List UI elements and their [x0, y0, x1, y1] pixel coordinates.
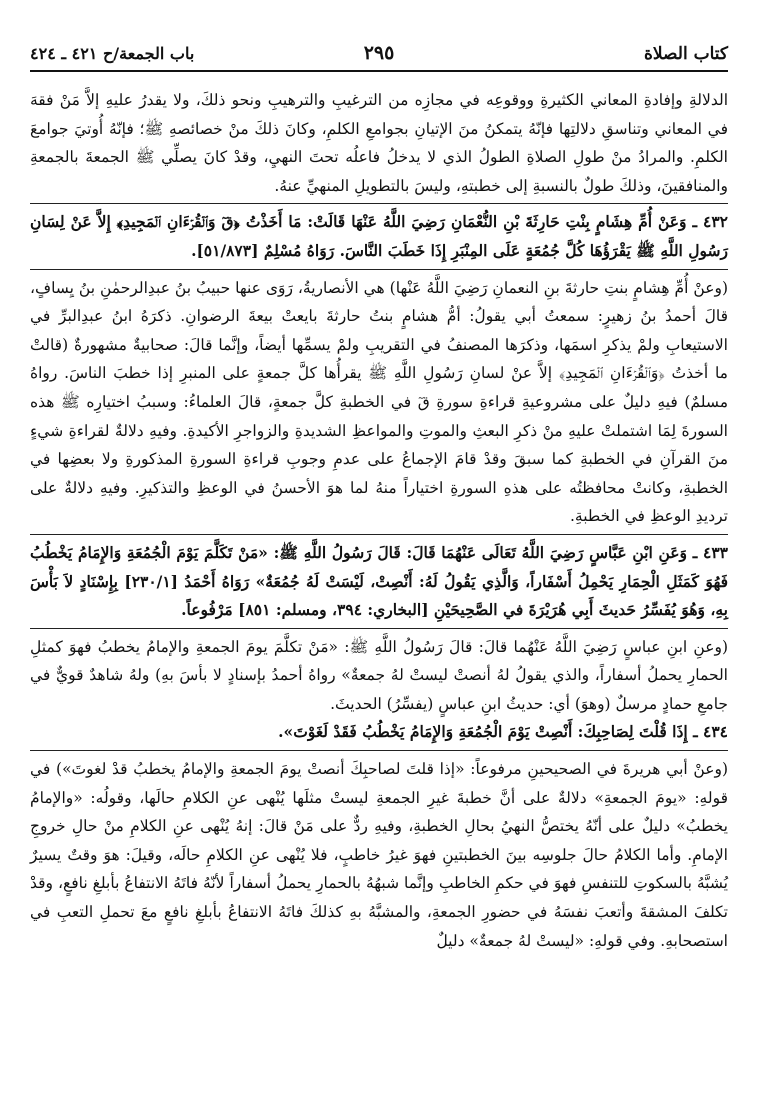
commentary-paragraph: (وعنْ أُمِّ هِشامٍ بنتِ حارثةَ بنِ النعمانِ رَضِيَ اللَّهُ عَنْها) هي الأنصاريةُ، رَوَى عنها حبيبُ بنُ عبدِالرحمٰنِ بنُ يِسافٍ، قالَ أحمدُ بنُ زهيرٍ: سمعتُ أبي يقولُ: أمُّ هشامٍ بنتُ حارثةَ بايعتْ بيعةَ الرضوانِ. ذكرَهُ ابنُ عبدِالبرِّ في الاستيعابِ ولمْ يذكرِ اسمَها، وذكرَها المصنفُ في التقريبِ ولمْ يسمِّها أيضاً، وإنَّما قالَ: صحابيةٌ مشهورةٌ (قالتْ ما أخذتُ ﴿وَٱلۡقُرۡءَانِ ٱلۡمَجِيدِ﴾ إلاَّ عنْ لسانِ رَسُولِ اللَّهِ ﷺ يقرأُها كلَّ جمعةٍ على المنبرِ إذا خطبَ الناسَ. رواهُ مسلمٌ) فيهِ دليلٌ على مشروعيةِ قراءةِ سورةِ قٓ في الخطبةِ كلَّ جمعةٍ، قالَ العلماءُ: وسببُ اختيارِه ﷺ هذه السورةَ لِمَا اشتملتْ عليهِ منْ ذكرِ البعثِ والموتِ والمواعظِ الشديدةِ والزواجرِ الأكيدةِ. وفيهِ دلالةٌ لقراءةِ شيءٍ منَ القرآنِ في الخطبةِ كما سبقَ وقدْ قامَ الإجماعُ على عدمِ وجوبِ قراءةِ السورةِ المذكورةِ ولا بعضِها في الخطبةِ، وكانتْ محافظتُه على هذهِ السورةِ اختياراً منهُ لما هوَ الأحسنُ في الوعظِ والتذكيرِ. وفيهِ دلالةٌ على ترديدِ الوعظِ في الخطبةِ. — [30, 278, 728, 526]
page-header — [30, 40, 728, 72]
hadith-text: ٤٣٤ ـ إِذَا قُلْتَ لِصَاحِبِكَ: أَنْصِتْ يَوْمَ الْجُمُعَةِ وَالإِمَامُ يَخْطُبُ فَقَدْ لَغَوْتَ». — [278, 722, 728, 742]
hadith-text: ٤٣٢ ـ وَعَنْ أُمِّ هِشَامٍ بِنْتِ حَارِثَةَ بْنِ النُّعْمَانِ رَضِيَ اللَّهُ عَنْهَا قَالَتْ: مَا أَخَذْتُ ﴿قٓ وَٱلۡقُرۡءَانِ ٱلۡمَجِيدِ﴾ إِلاَّ عَنْ لِسَانِ رَسُولِ اللَّهِ ﷺ يَقْرَؤُهَا كُلَّ جُمُعَةٍ عَلَى المِنْبَرِ إِذَا خَطَبَ النَّاسَ. رَوَاهُ مُسْلِمٌ [٥١/٨٧٣]. — [30, 212, 728, 260]
book-title: كتاب الصلاة — [643, 44, 728, 64]
section-divider — [30, 628, 728, 629]
commentary-paragraph: (وعنِ ابنِ عباسٍ رَضِيَ اللَّهُ عَنْهُما قالَ: قالَ رَسُولُ اللَّهِ ﷺ: «مَنْ تكلَّمَ يومَ الجمعةِ والإمامُ يخطبُ فهوَ كمثلِ الحمارِ يحملُ أسفاراً، والذي يقولُ لهُ أنصتْ ليستْ لهُ جمعةٌ» رواهُ أحمدُ بإسنادٍ لا بأسَ بهِ) ولهُ شاهدٌ قويٌّ في جامعِ حمادٍ مرسلٌ (وهوَ) أي: حديثُ ابنِ عباسٍ (يفسِّرُ) الحديثَ. — [30, 637, 728, 713]
section-divider — [30, 203, 728, 204]
section-divider — [30, 750, 728, 751]
section-divider — [30, 534, 728, 535]
chapter-reference: باب الجمعة/ح ٤٢١ ـ ٤٢٤ — [30, 44, 195, 63]
page-body — [30, 86, 728, 955]
hadith-text: ٤٣٣ ـ وَعَنِ ابْنِ عَبَّاسٍ رَضِيَ اللَّهُ تَعَالَى عَنْهُمَا قَالَ: قَالَ رَسُولُ اللَّهِ ﷺ: «مَنْ تَكَلَّمَ يَوْمَ الْجُمُعَةِ وَالإِمَامُ يَخْطُبُ فَهُوَ كَمَثَلِ الْحِمَارِ يَحْمِلُ أَسْفَاراً، وَالَّذِي يَقُولُ لَهُ: أَنْصِتْ، لَيْسَتْ لَهُ جُمُعَةٌ» رَوَاهُ أَحْمَدُ [٢٣٠/١] بِإِسْنَادٍ لاَ بَأْسَ بِهِ، وَهُوَ يُفَسِّرُ حَديثَ أَبِي هُرَيْرَةَ في الصَّحِيحَيْنِ [البخاري: ٣٩٤، ومسلم: ٨٥١] مَرْفُوعاً. — [30, 542, 728, 620]
commentary-paragraph: الدلالةِ وإفادةِ المعاني الكثيرةِ ووقوعِه في مجازِه من الترغيبِ والترهيبِ ونحو ذلكَ، ولا يقدرُ عليهِ إلاَّ مَنْ فقهَ في المعاني وتناسقِ دلالتِها فإنّهُ يتمكنُ منَ الإتيانِ بجوامعِ الكلمِ، وكانَ ذلكَ منْ خصائصهِ ﷺ؛ فإنّهُ أُوتيَ جوامعَ الكلمِ. والمرادُ منْ طولِ الصلاةِ الطولُ الذي لا يدخلُ فاعلُه تحتَ النهيِ، وقدْ كانَ يصلِّي ﷺ الجمعةَ بالجمعةِ والمنافقينَ، وذلكَ طولٌ بالنسبةِ إلى خطبتهِ، وليسَ بالتطويلِ المنهيِّ عنهُ. — [30, 91, 728, 195]
commentary-paragraph: (وعنْ أبي هريرةَ في الصحيحينِ مرفوعاً: «إذا قلتَ لصاحبِكَ أنصتْ يومَ الجمعةِ والإمامُ يخطبُ قدْ لغوتَ») في قولهِ: «يومَ الجمعةِ» دلالةٌ على أنَّ خطبةَ غيرِ الجمعةِ ليستْ مثلَها يُنْهى عنِ الكلامِ حالَها، وقولُه: «والإمامُ يخطبُ» دليلٌ على أنّهُ يختصُّ النهيُ بحالِ الخطبةِ، وفيهِ ردٌّ على مَنْ قالَ: إنهُ يُنْهى عنِ الكلامِ منْ حالِ خروجِ الإمامِ. وأما الكلامُ حالَ جلوسِه بينَ الخطبتينِ فهوَ غيرُ خاطبٍ، فلا يُنْهى عنِ الكلامِ حالَه، وقيلَ: هوَ وقتٌ يسيرٌ يُشبَّهُ بالسكوتِ للتنفسِ فهوَ في حكمِ الخاطبِ وإنَّما شبهُهُ بالحمارِ يحملُ أسفاراً لأنّهُ فاتَهُ الانتفاعُ بأبلغِ نافعٍ، وقدْ تكلفَ المشقةَ وأتعبَ نفسَهُ في حضورِ الجمعةِ، والمشبَّهُ بهِ كذلكَ فاتَهُ الانتفاعُ بأبلغِ نافعٍ معَ تحملِ التعبِ في استصحابهِ. وفي قولهِ: «ليستْ لهُ جمعةٌ» دليلٌ — [30, 760, 728, 950]
page-number: ٢٩٥ — [363, 42, 395, 64]
section-divider — [30, 269, 728, 270]
